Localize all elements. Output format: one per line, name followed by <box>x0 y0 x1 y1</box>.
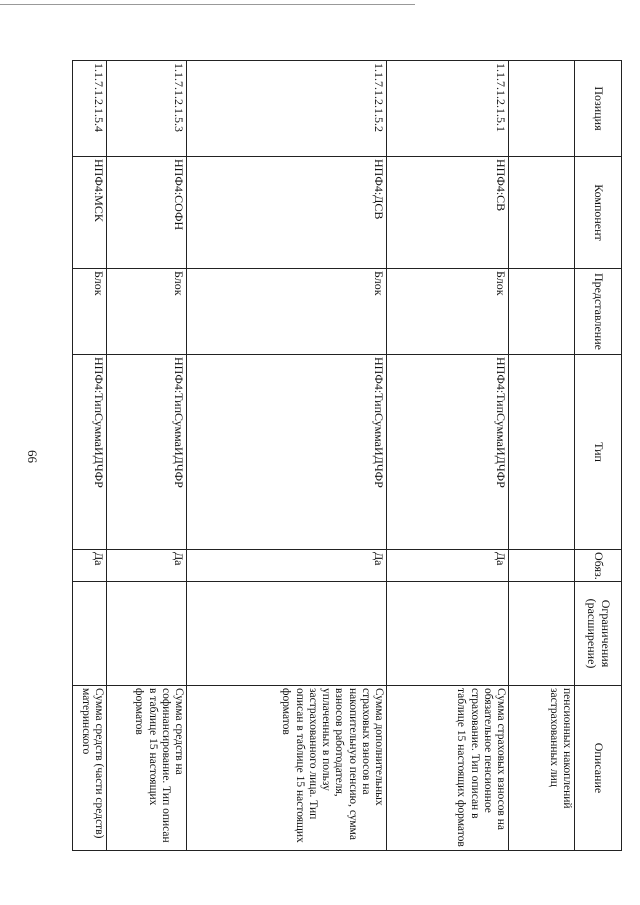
cell-restrictions <box>107 582 187 686</box>
header-position: Позиция <box>575 61 622 157</box>
header-restrictions: Ограничения (расширение) <box>575 582 622 686</box>
cell-type: НПФ4:ТипСуммаИДЧФР <box>187 355 387 550</box>
cell-description: Сумма средств (части средств) материнского <box>73 686 107 851</box>
components-table <box>72 60 622 851</box>
cell-description: пенсионных накоплений застрахованных лиц <box>509 686 575 851</box>
cell-restrictions <box>509 582 575 686</box>
table-row <box>387 61 509 851</box>
cell-required: Да <box>107 550 187 582</box>
top-rule <box>0 4 415 5</box>
cell-component: НПФ4:ДСВ <box>187 157 387 269</box>
cell-position: 1.1.7.1.2.1.5.4 <box>73 61 107 157</box>
cell-required: Да <box>187 550 387 582</box>
header-type: Тип <box>575 355 622 550</box>
cell-position: 1.1.7.1.2.1.5.3 <box>107 61 187 157</box>
cell-position: 1.1.7.1.2.1.5.1 <box>387 61 509 157</box>
table-row <box>107 61 187 851</box>
cell-description: Сумма страховых взносов на обязательное пенсионное страхование. Тип описан в таблице 15 настоящих форматов <box>387 686 509 851</box>
cell-restrictions <box>73 582 107 686</box>
cell-restrictions <box>387 582 509 686</box>
cell-required: Да <box>73 550 107 582</box>
cell-component: НПФ4:СОФН <box>107 157 187 269</box>
rotated-table-container <box>72 60 622 850</box>
cell-type: НПФ4:ТипСуммаИДЧФР <box>107 355 187 550</box>
cell-representation: Блок <box>187 269 387 355</box>
table-row <box>509 61 575 851</box>
cell-representation: Блок <box>73 269 107 355</box>
cell-description: Сумма дополнительных страховых взносов на накопительную пенсию, сумма взносов работодателя, уплаченных в пользу застрахованного лица. Тип описан в таблице 15 настоящих форматов <box>187 686 387 851</box>
cell-required <box>509 550 575 582</box>
cell-component <box>509 157 575 269</box>
cell-required: Да <box>387 550 509 582</box>
cell-restrictions <box>187 582 387 686</box>
cell-type: НПФ4:ТипСуммаИДЧФР <box>73 355 107 550</box>
header-description: Описание <box>575 686 622 851</box>
header-required: Обяз. <box>575 550 622 582</box>
cell-position <box>509 61 575 157</box>
header-component: Компонент <box>575 157 622 269</box>
cell-representation <box>509 269 575 355</box>
cell-description: Сумма средств на софинансирование. Тип описан в таблице 15 настоящих форматов <box>107 686 187 851</box>
header-row <box>575 61 622 851</box>
header-representation: Представление <box>575 269 622 355</box>
cell-component: НПФ4:СВ <box>387 157 509 269</box>
cell-type: НПФ4:ТипСуммаИДЧФР <box>387 355 509 550</box>
cell-position: 1.1.7.1.2.1.5.2 <box>187 61 387 157</box>
cell-component: НПФ4:МСК <box>73 157 107 269</box>
page-number: 66 <box>25 450 40 463</box>
cell-type <box>509 355 575 550</box>
table-row <box>73 61 107 851</box>
cell-representation: Блок <box>387 269 509 355</box>
cell-representation: Блок <box>107 269 187 355</box>
table-row <box>187 61 387 851</box>
